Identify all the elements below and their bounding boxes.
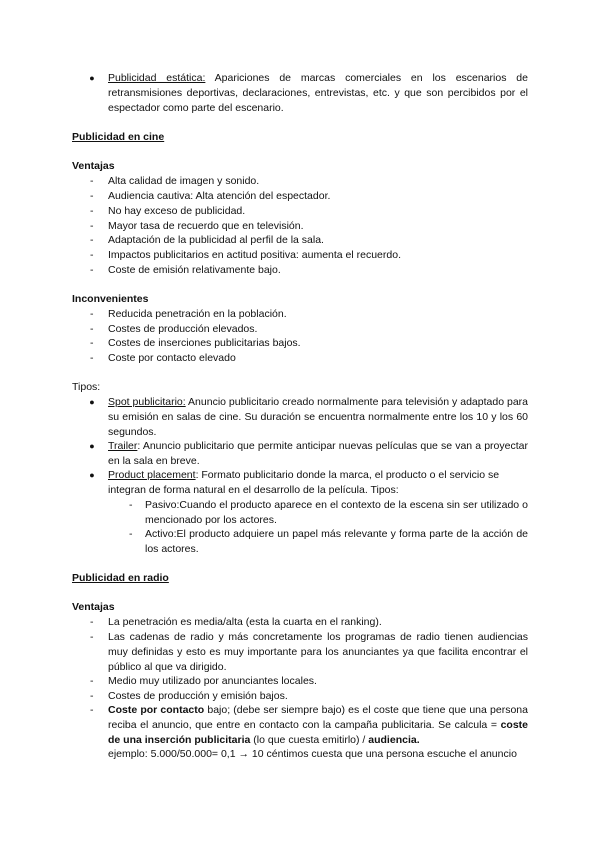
- cine-ventaja-item: Alta calidad de imagen y sonido.: [108, 175, 260, 187]
- coste-por-contacto-term: Coste por contacto: [108, 704, 205, 716]
- cine-inconveniente-item: Coste por contacto elevado: [108, 352, 236, 364]
- term-spot-publicitario: Spot publicitario:: [108, 396, 186, 408]
- dash-icon: -: [90, 704, 94, 716]
- cine-ventaja-item: No hay exceso de publicidad.: [108, 205, 246, 217]
- radio-ventajas-heading: Ventajas: [72, 601, 115, 613]
- dash-icon: -: [90, 675, 94, 687]
- radio-ventaja-item: Costes de producción y emisión bajos.: [108, 690, 288, 702]
- term-product-placement: Product placement: [108, 469, 196, 481]
- bullet-icon: ●: [89, 73, 95, 83]
- dash-icon: -: [90, 234, 94, 246]
- section-title-radio: Publicidad en radio: [72, 572, 169, 584]
- term-trailer: Trailer: [108, 440, 138, 452]
- bullet-icon: ●: [89, 397, 95, 407]
- coste-text-2: (lo que cuesta emitirlo) /: [250, 733, 369, 746]
- cine-ventaja-item: Impactos publicitarios en actitud positiva: aumenta el recuerdo.: [108, 249, 401, 261]
- product-text: : Formato publicitario donde la marca, el producto o el servicio se integran de forma natural en el desarrollo de la película. Tipos:: [108, 469, 500, 496]
- cine-inconveniente-item: Costes de inserciones publicitarias bajos.: [108, 337, 301, 349]
- tipo-spot-paragraph: [108, 395, 528, 439]
- coste-text-1: bajo; (debe ser siempre bajo) es el coste que tiene que una persona reciba el anuncio, que entre en contacto con la campaña publicitaria. Se calcula =: [108, 704, 528, 731]
- cine-ventaja-item: Coste de emisión relativamente bajo.: [108, 264, 281, 276]
- product-placement-activo: Activo:El producto adquiere un papel más relevante y forma parte de la acción de los actores.: [145, 528, 528, 555]
- term-publicidad-estatica: Publicidad estática:: [108, 72, 206, 84]
- dash-icon: -: [90, 249, 94, 261]
- intro-text: Apariciones de marcas comerciales en los escenarios de retransmisiones deportivas, declaraciones, entrevistas, etc. y que son percibidos por el espectador como parte del escenario.: [108, 72, 528, 114]
- spot-text: Anuncio publicitario creado normalmente para televisión y adaptado para su emisión en salas de cine. Su duración se encuentra normalmente entre los 10 y los 60 segundos.: [108, 396, 528, 438]
- cine-ventaja-item: Adaptación de la publicidad al perfil de la sala.: [108, 234, 324, 246]
- product-placement-pasivo: Pasivo:Cuando el producto aparece en el contexto de la escena sin ser utilizado o mencionado por los actores.: [145, 499, 528, 526]
- cine-inconvenientes-heading: Inconvenientes: [72, 293, 149, 305]
- tipo-trailer-paragraph: [108, 439, 528, 469]
- cine-ventaja-item: Audiencia cautiva: Alta atención del espectador.: [108, 190, 331, 202]
- dash-icon: -: [129, 528, 133, 540]
- intro-paragraph: [108, 71, 528, 115]
- cine-ventajas-heading: Ventajas: [72, 160, 115, 172]
- section-title-cine: Publicidad en cine: [72, 131, 165, 143]
- cine-inconveniente-item: Costes de producción elevados.: [108, 323, 258, 335]
- dash-icon: -: [90, 337, 94, 349]
- dash-icon: -: [90, 264, 94, 276]
- dash-icon: -: [129, 499, 133, 511]
- tipo-product-placement-paragraph: [108, 468, 528, 498]
- audiencia-term: audiencia.: [368, 733, 420, 746]
- radio-coste-contacto-item: [108, 703, 528, 747]
- bullet-icon: ●: [89, 441, 95, 451]
- radio-ventaja-item: Medio muy utilizado por anunciantes locales.: [108, 675, 317, 687]
- coste-example: ejemplo: 5.000/50.000= 0,1 → 10 céntimos cuesta que una persona escuche el anuncio: [108, 748, 517, 760]
- cine-inconveniente-item: Reducida penetración en la población.: [108, 308, 287, 320]
- dash-icon: -: [90, 308, 94, 320]
- dash-icon: -: [90, 220, 94, 232]
- trailer-text: : Anuncio publicitario que permite anticipar nuevas películas que se van a proyectar en la sala en breve.: [108, 440, 528, 467]
- dash-icon: -: [90, 190, 94, 202]
- dash-icon: -: [90, 323, 94, 335]
- radio-ventaja-item: Las cadenas de radio y más concretamente los programas de radio tienen audiencias muy definidas y esto es muy importante para los anunciantes ya que facilita encontrar el público al que va dirigido.: [108, 631, 528, 673]
- bullet-icon: ●: [89, 470, 95, 480]
- dash-icon: -: [90, 205, 94, 217]
- dash-icon: -: [90, 175, 94, 187]
- cine-ventaja-item: Mayor tasa de recuerdo que en televisión.: [108, 220, 304, 232]
- radio-ventaja-item: La penetración es media/alta (esta la cuarta en el ranking).: [108, 616, 382, 628]
- coste-insercion-term: coste de una inserción publicitaria: [108, 718, 528, 746]
- dash-icon: -: [90, 631, 94, 643]
- dash-icon: -: [90, 352, 94, 364]
- dash-icon: -: [90, 690, 94, 702]
- dash-icon: -: [90, 616, 94, 628]
- tipos-label: Tipos:: [72, 381, 101, 393]
